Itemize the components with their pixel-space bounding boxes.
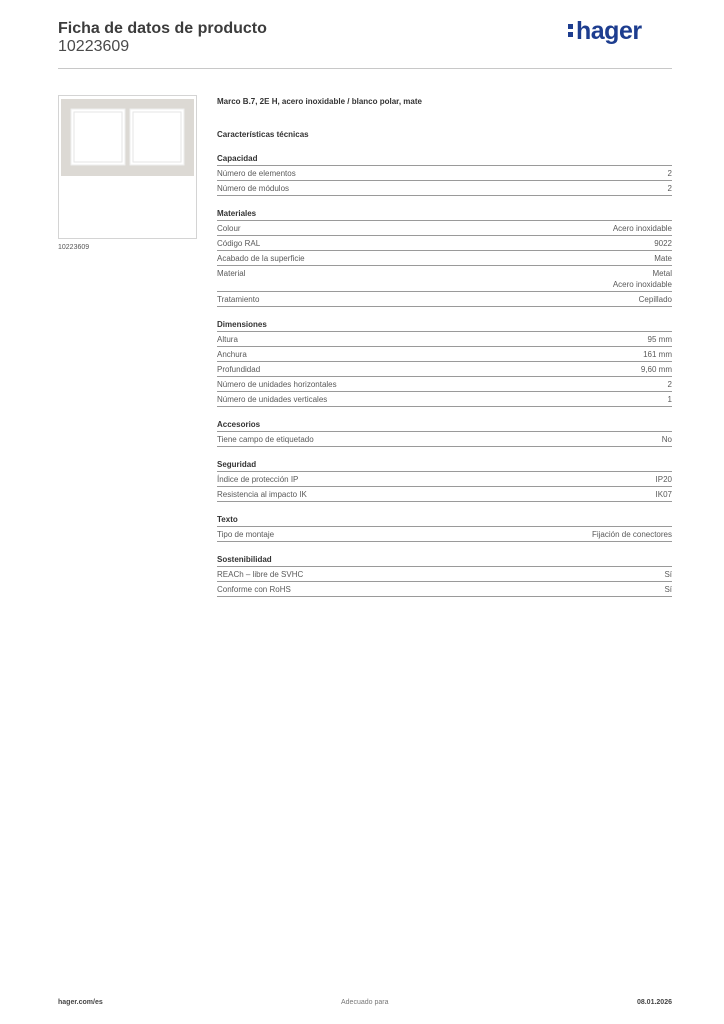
spec-value [668, 379, 672, 390]
spec-label: Profundidad [217, 365, 261, 374]
spec-value [664, 584, 672, 595]
spec-group-title: Capacidad [217, 153, 672, 166]
header-divider [58, 68, 672, 69]
spec-title: Características técnicas [217, 130, 309, 139]
spec-value [613, 268, 672, 290]
spec-label: Código RAL [217, 239, 261, 248]
spec-label: Resistencia al impacto IK [217, 490, 307, 499]
spec-value-line: Acero inoxidable [612, 224, 672, 233]
spec-group-title: Dimensiones [217, 319, 672, 332]
spec-value-line: 2 [667, 169, 672, 178]
spec-value-line: 2 [667, 184, 672, 193]
spec-value-line: 1 [667, 395, 672, 404]
spec-row [217, 582, 672, 597]
hager-logo[interactable] [568, 16, 642, 46]
spec-value-line: 9,60 mm [640, 365, 672, 374]
spec-value [643, 349, 672, 360]
spec-value [654, 238, 672, 249]
spec-label: Número de elementos [217, 169, 296, 178]
spec-value-line: Acero inoxidable [612, 280, 672, 289]
spec-value [613, 223, 672, 234]
spec-value-line: 161 mm [643, 350, 672, 359]
spec-label: Altura [217, 335, 238, 344]
brand-name: hager [576, 17, 642, 45]
spec-row [217, 432, 672, 447]
spec-value [664, 569, 672, 580]
spec-value-line: No [661, 435, 672, 444]
frame-illustration-icon [59, 96, 196, 238]
footer-note: Adecuado para [341, 999, 389, 1006]
spec-value [639, 294, 672, 305]
spec-label: Acabado de la superficie [217, 254, 305, 263]
spec-label: REACh – libre de SVHC [217, 570, 304, 579]
spec-value-line: Cepillado [638, 295, 672, 304]
spec-group-title: Materiales [217, 208, 672, 221]
spec-section [217, 95, 672, 597]
spec-row [217, 181, 672, 196]
spec-group-title: Sostenibilidad [217, 554, 672, 567]
spec-label: Tipo de montaje [217, 530, 275, 539]
spec-value [656, 474, 672, 485]
spec-value-line: Fijación de conectores [591, 530, 672, 539]
spec-value-line: Sí [664, 570, 672, 579]
spec-value-line: 9022 [654, 239, 672, 248]
spec-value [668, 168, 672, 179]
spec-group-title: Accesorios [217, 419, 672, 432]
spec-row [217, 166, 672, 181]
spec-row [217, 292, 672, 307]
spec-label: Número de unidades verticales [217, 395, 328, 404]
spec-value [641, 364, 672, 375]
product-number: 10223609 [58, 38, 130, 55]
spec-value-line: Mate [654, 254, 672, 263]
spec-label: Tiene campo de etiquetado [217, 435, 314, 444]
spec-value [662, 434, 672, 445]
spec-row [217, 332, 672, 347]
spec-label: Tratamiento [217, 295, 260, 304]
spec-label: Número de unidades horizontales [217, 380, 337, 389]
spec-row [217, 251, 672, 266]
spec-row [217, 221, 672, 236]
spec-value-line: Sí [664, 585, 672, 594]
spec-value [654, 253, 672, 264]
spec-label: Colour [217, 224, 241, 233]
spec-value-line: 95 mm [647, 335, 672, 344]
spec-label: Conforme con RoHS [217, 585, 291, 594]
product-name: Marco B.7, 2E H, acero inoxidable / blanco polar, mate [217, 97, 422, 106]
spec-row [217, 567, 672, 582]
spec-value [648, 334, 672, 345]
spec-row [217, 472, 672, 487]
footer-website[interactable]: hager.com/es [58, 999, 103, 1006]
spec-group-title: Texto [217, 514, 672, 527]
spec-value [656, 489, 672, 500]
spec-group-title: Seguridad [217, 459, 672, 472]
page-title: Ficha de datos de producto [58, 20, 267, 37]
spec-value [592, 529, 672, 540]
spec-label: Índice de protección IP [217, 475, 299, 484]
spec-row [217, 266, 672, 292]
spec-groups [217, 153, 672, 597]
spec-row [217, 527, 672, 542]
spec-value-line: IP20 [655, 475, 672, 484]
spec-row [217, 236, 672, 251]
spec-value-line: Metal [652, 269, 672, 278]
spec-value-line: IK07 [655, 490, 672, 499]
spec-label: Anchura [217, 350, 247, 359]
spec-row [217, 377, 672, 392]
spec-label: Material [217, 269, 246, 278]
spec-value-line: 2 [667, 380, 672, 389]
product-image [58, 95, 197, 239]
image-caption: 10223609 [58, 244, 90, 251]
spec-row [217, 392, 672, 407]
logo-dots-icon [568, 22, 574, 38]
spec-value [668, 394, 672, 405]
spec-row [217, 362, 672, 377]
spec-label: Número de módulos [217, 184, 290, 193]
footer-date: 08.01.2026 [636, 999, 672, 1006]
spec-row [217, 347, 672, 362]
spec-row [217, 487, 672, 502]
spec-value [668, 183, 672, 194]
